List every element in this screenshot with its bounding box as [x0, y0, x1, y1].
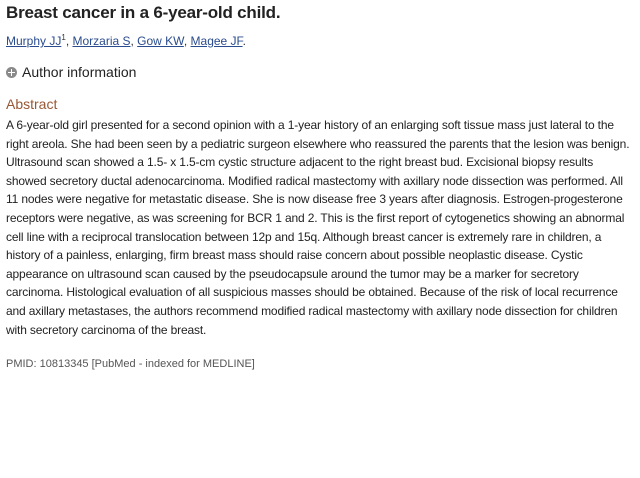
abstract-text: A 6-year-old girl presented for a second opinion with a 1-year history of an enlarging soft tissue mass just lateral to the right areola. She had been seen by a pediatric surgeon elsewhere who reassured the parents that the lesion was benign. Ultrasound scan showed a 1.5- x 1.5-cm cystic structure adjacent to the right breast bud. Excisional biopsy results showed secretory ductal adenocarcinoma. Modified radical mastectomy with axillary node dissection was performed. All 11 nodes were negative for metastatic disease. She is now disease free 3 years after diagnosis. Estrogen-progesterone receptors were negative, as was screening for BCR 1 and 2. This is the first report of cytogenetics showing an abnormal cell line with a reciprocal translocation between 12p and 15q. Although breast cancer is extremely rare in children, a history of a painless, enlarging, firm breast mass should raise concern about possible neoplastic disease. Cystic appearance on ultrasound scan caused by the pseudocapsule around the tumor may be a marker for secretory carcinoma. Histological evaluation of all suspicious masses should be obtained. Because of the risk of local recurrence and axillary metastases, the authors recommend modified radical mastectomy with axillary node dissection for children with secretory carcinoma of the breast. — [6, 118, 630, 337]
author-separator: , — [130, 34, 138, 48]
pmid-line: PMID: 10813345 [PubMed - indexed for MEDLINE] — [6, 358, 255, 371]
author-separator: , — [183, 34, 191, 48]
author-list — [6, 33, 634, 49]
plus-circle-icon[interactable] — [6, 67, 17, 78]
abstract-heading: Abstract — [6, 96, 58, 112]
author-link-gow[interactable]: Gow KW — [137, 34, 184, 48]
article-title: Breast cancer in a 6-year-old child. — [6, 3, 281, 22]
author-information-toggle[interactable] — [6, 64, 634, 80]
author-link-magee[interactable]: Magee JF — [190, 34, 243, 48]
author-separator: , — [65, 34, 73, 48]
author-link-murphy[interactable]: Murphy JJ — [6, 34, 62, 48]
author-link-morzaria[interactable]: Morzaria S — [72, 34, 131, 48]
author-affiliation-marker: 1 — [61, 33, 66, 42]
author-separator: . — [242, 34, 246, 48]
article-page — [6, 0, 634, 371]
author-information-label: Author information — [22, 64, 137, 80]
